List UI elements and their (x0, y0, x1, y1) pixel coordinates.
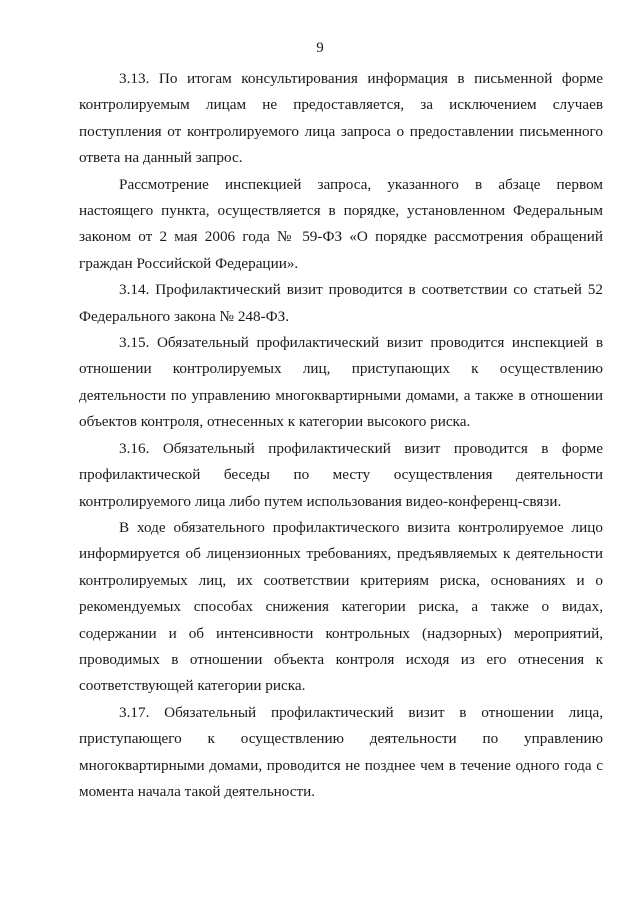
paragraph-visit-information: В ходе обязательного профилактического визита контролируемое лицо информируется об лицензионных требованиях, предъявляемых к деятельности контролируемых лиц, их соответствии критериям риска, основаниях и о рекомендуемых способах снижения категории риска, а также о видах, содержании и об интенсивности контрольных (надзорных) мероприятий, проводимых в отношении объекта контроля исходя из его отнесения к соответствующей категории риска. (79, 518, 603, 695)
paragraph-3-16: 3.16. Обязательный профилактический визит проводится в форме профилактической беседы по месту осуществления деятельности контролируемого лица либо путем использования видео-конференц-связи. (79, 439, 603, 510)
paragraph-3-14: 3.14. Профилактический визит проводится в соответствии со статьей 52 Федерального закона № 248-ФЗ. (79, 281, 603, 325)
paragraph-3-17: 3.17. Обязательный профилактический визит в отношении лица, приступающего к осуществлению деятельности по управлению многоквартирными домами, проводится не позднее чем в течение одного года с момента начала такой деятельности. (79, 703, 603, 800)
paragraph-3-13: 3.13. По итогам консультирования информация в письменной форме контролируемым лицам не предоставляется, за исключением случаев поступления от контролируемого лица запроса о предоставлении письменного ответа на данный запрос. (79, 70, 603, 167)
document-body (79, 66, 603, 805)
paragraph-3-15: 3.15. Обязательный профилактический визит проводится инспекцией в отношении контролируемых лиц, приступающих к осуществлению деятельности по управлению многоквартирными домами, а также в отношении объектов контроля, отнесенных к категории высокого риска. (79, 334, 603, 431)
paragraph-request-review: Рассмотрение инспекцией запроса, указанного в абзаце первом настоящего пункта, осуществляется в порядке, установленном Федеральным законом от 2 мая 2006 года № 59-ФЗ «О порядке рассмотрения обращений граждан Российской Федерации». (79, 175, 603, 272)
page-number: 9 (316, 40, 324, 56)
